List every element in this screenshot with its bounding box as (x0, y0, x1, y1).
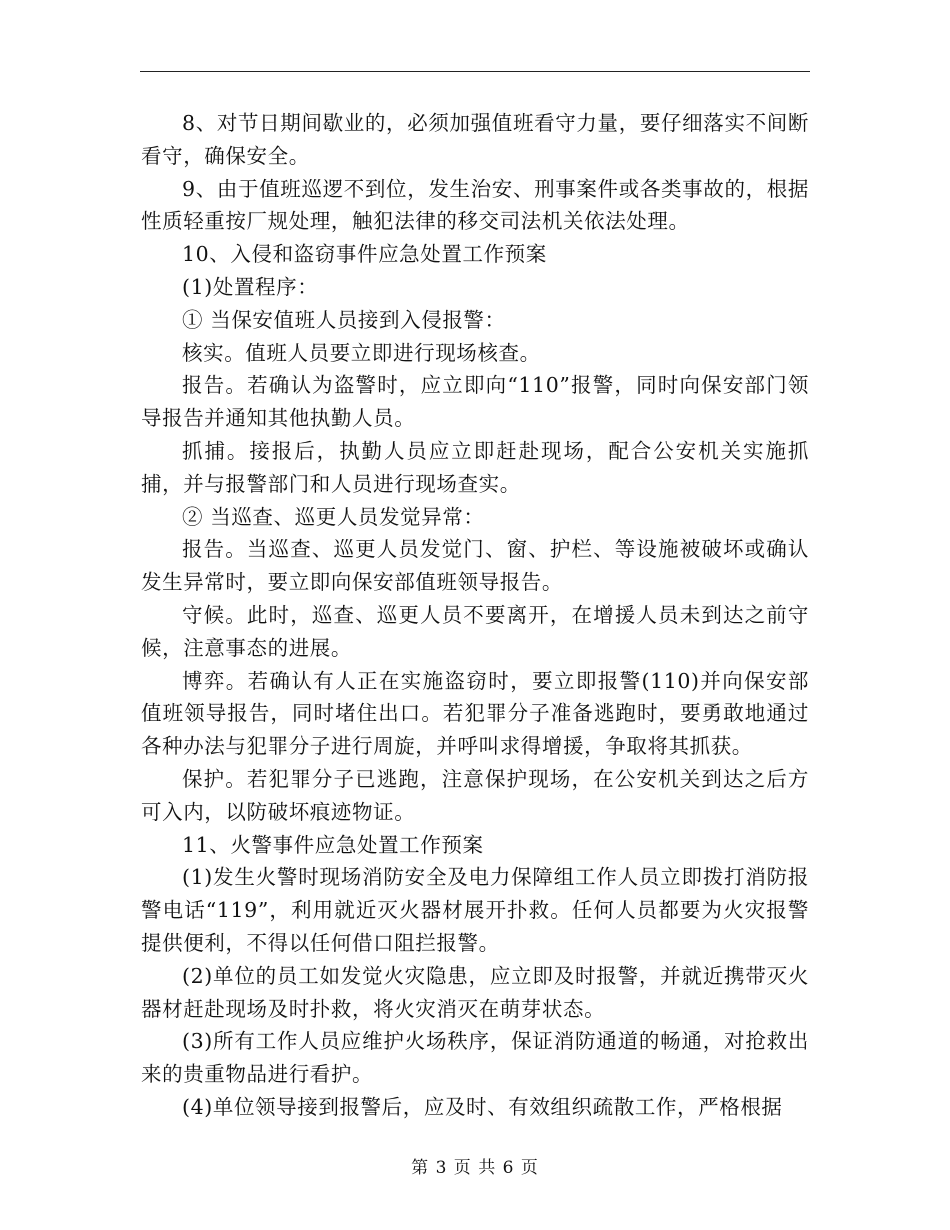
section-heading-10: 10、入侵和盗窃事件应急处置工作预案 (182, 242, 547, 267)
paragraph-confront: 博弈。若确认有人正在实施盗窃时，要立即报警(110)并向保安部值班领导报告，同时堵住出口。若犯罪分子准备逃跑时，要勇敢地通过各种办法与犯罪分子进行周旋，并呼叫求得增援，争取将其抓获。 (141, 668, 809, 759)
paragraph-patrol-report: 报告。当巡查、巡更人员发觉门、窗、护栏、等设施被破坏或确认发生异常时，要立即向保安部值班领导报告。 (141, 537, 809, 595)
paragraph-fire-1: (1)发生火警时现场消防安全及电力保障组工作人员立即拨打消防报警电话“119”，利用就近灭火器材展开扑救。任何人员都要为火灾报警提供便利，不得以任何借口阻拦报警。 (141, 865, 809, 955)
paragraph-8: 8、对节日期间歇业的，必须加强值班看守力量，要仔细落实不间断看守，确保安全。 (141, 111, 809, 168)
paragraph-9: 9、由于值班巡逻不到位，发生治安、刑事案件或各类事故的，根据性质轻重按厂规处理，触犯法律的移交司法机关依法处理。 (141, 176, 809, 234)
paragraph-verify: 核实。值班人员要立即进行现场核查。 (182, 340, 541, 365)
section-heading-11: 11、火警事件应急处置工作预案 (182, 832, 484, 857)
subheading-patrol-anomaly: ② 当巡查、巡更人员发觉异常： (182, 504, 485, 529)
page-number-footer: 第 3 页 共 6 页 (411, 1158, 539, 1178)
subheading-intrusion-alarm: ① 当保安值班人员接到入侵报警： (182, 307, 506, 332)
document-body (141, 107, 809, 1124)
paragraph-protect-scene: 保护。若犯罪分子已逃跑，注意保护现场，在公安机关到达之后方可入内，以防破坏痕迹物证。 (141, 766, 809, 824)
paragraph-fire-2: (2)单位的员工如发觉火灾隐患，应立即及时报警，并就近携带灭火器材赶赴现场及时扑救，将火灾消灭在萌芽状态。 (141, 963, 809, 1021)
header-rule (140, 71, 810, 72)
paragraph-report: 报告。若确认为盗警时，应立即向“110”报警，同时向保安部门领导报告并通知其他执勤人员。 (141, 373, 809, 431)
subheading-procedure: (1)处置程序： (182, 274, 319, 299)
paragraph-fire-3: (3)所有工作人员应维护火场秩序，保证消防通道的畅通，对抢救出来的贵重物品进行看护。 (141, 1029, 809, 1087)
paragraph-fire-4: (4)单位领导接到报警后，应及时、有效组织疏散工作，严格根据 (182, 1094, 783, 1119)
paragraph-standby: 守候。此时，巡查、巡更人员不要离开，在增援人员未到达之前守候，注意事态的进展。 (141, 602, 809, 660)
paragraph-arrest: 抓捕。接报后，执勤人员应立即赶赴现场，配合公安机关实施抓捕，并与报警部门和人员进行现场查实。 (141, 438, 809, 496)
